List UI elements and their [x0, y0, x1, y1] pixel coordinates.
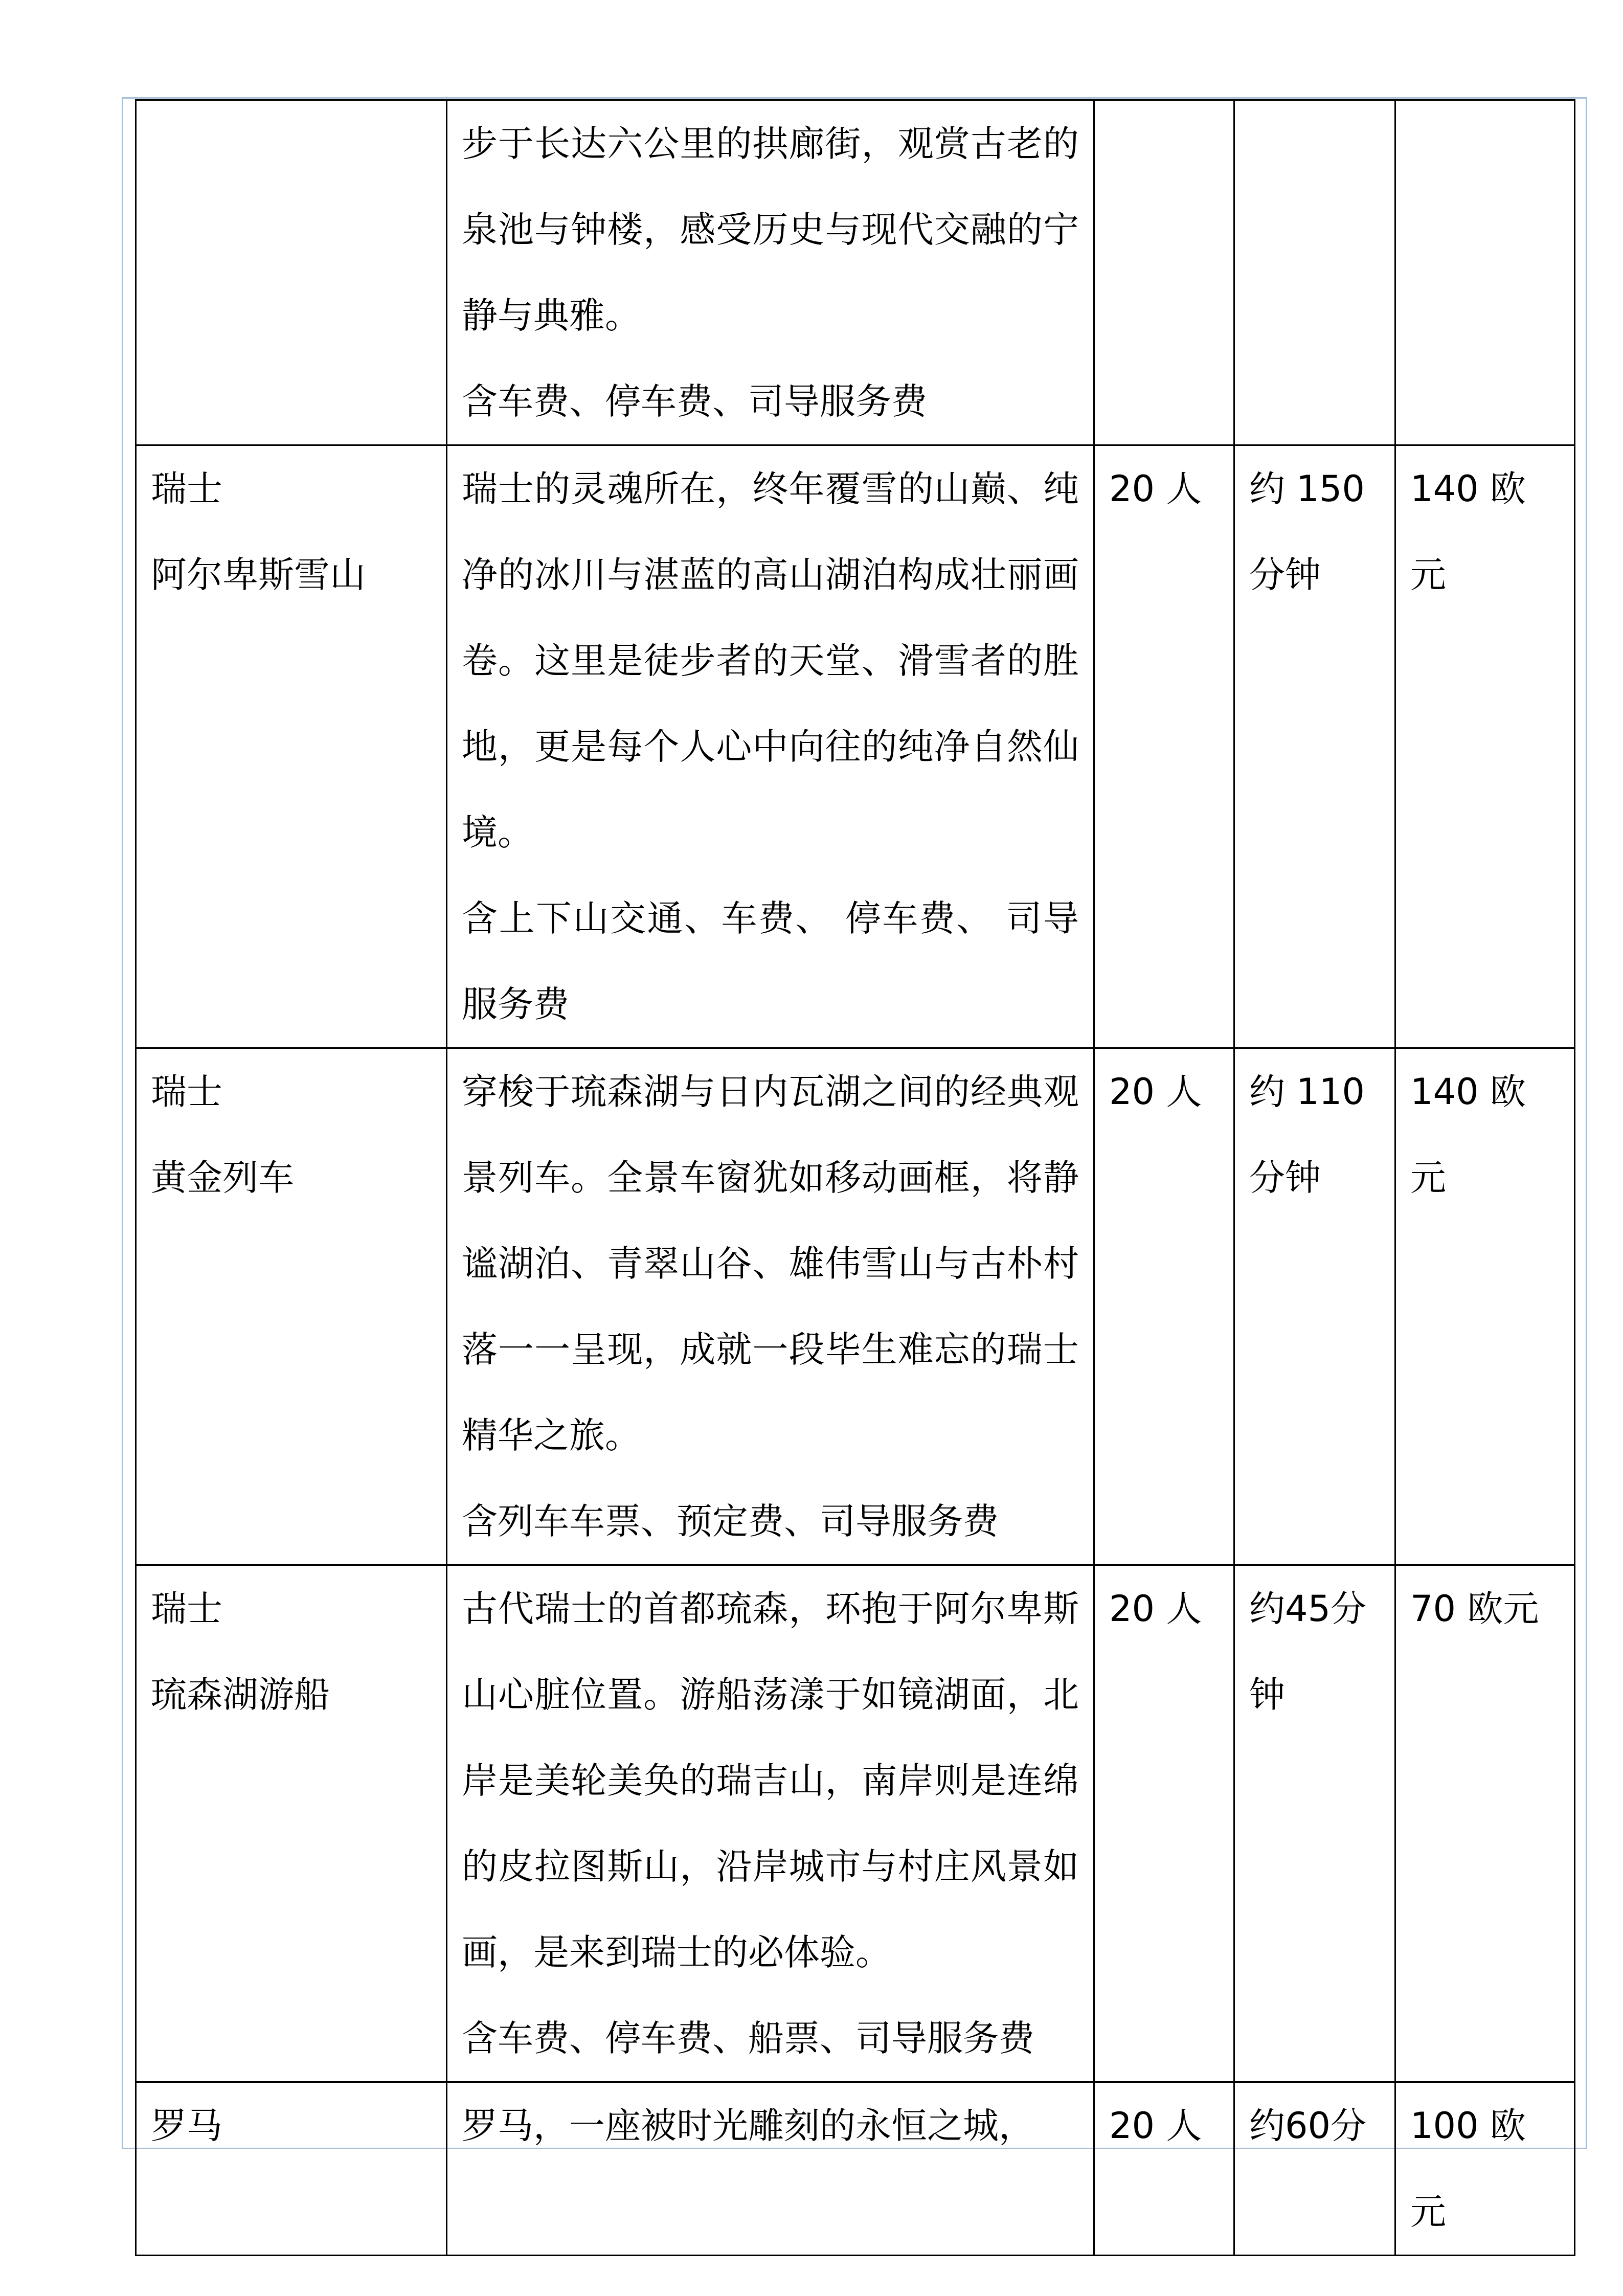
duration-cell: 约 110 分钟 — [1234, 1048, 1395, 1565]
table-row — [136, 1048, 1575, 1565]
price-cell: 140 欧元 — [1395, 445, 1575, 1048]
duration-cell: 约 150 分钟 — [1234, 445, 1395, 1048]
description-text: 古代瑞士的首都琉森，环抱于阿尔卑斯山心脏位置。游船荡漾于如镜湖面，北岸是美轮美奂的瑞吉山，南岸则是连绵的皮拉图斯山，沿岸城市与村庄风景如画，是来到瑞士的必体验。 — [462, 1588, 1079, 1973]
destination-cell — [136, 100, 447, 445]
table-row — [136, 100, 1575, 445]
table-row — [136, 445, 1575, 1048]
description-cell — [447, 1565, 1094, 2082]
price-cell: 140 欧元 — [1395, 1048, 1575, 1565]
group-size-cell — [1094, 100, 1234, 445]
duration-cell: 约45分钟 — [1234, 1565, 1395, 2082]
group-size-cell: 20 人 — [1094, 2082, 1234, 2256]
description-text: 瑞士的灵魂所在，终年覆雪的山巅、纯净的冰川与湛蓝的高山湖泊构成壮丽画卷。这里是徒步者的天堂、滑雪者的胜地，更是每个人心中向往的纯净自然仙境。 — [462, 468, 1079, 853]
group-size-cell: 20 人 — [1094, 1565, 1234, 2082]
includes-text: 含上下山交通、车费、 停车费、 司导服务费 — [462, 897, 1079, 1025]
destination-cell: 瑞士 黄金列车 — [136, 1048, 447, 1565]
group-size-cell: 20 人 — [1094, 1048, 1234, 1565]
price-cell: 100 欧元 — [1395, 2082, 1575, 2256]
table-row — [136, 2082, 1575, 2256]
description-text: 穿梭于琉森湖与日内瓦湖之间的经典观景列车。全景车窗犹如移动画框，将静谧湖泊、青翠山谷、雄伟雪山与古朴村落一一呈现，成就一段毕生难忘的瑞士精华之旅。 — [462, 1071, 1079, 1456]
table-row — [136, 1565, 1575, 2082]
description-cell — [447, 1048, 1094, 1565]
duration-cell — [1234, 100, 1395, 445]
group-size-cell: 20 人 — [1094, 445, 1234, 1048]
includes-text: 含车费、停车费、司导服务费 — [462, 380, 927, 422]
description-cell — [447, 445, 1094, 1048]
description-text: 罗马，一座被时光雕刻的永恒之城， — [462, 2105, 1034, 2147]
price-cell — [1395, 100, 1575, 445]
description-text: 步于长达六公里的拱廊街，观赏古老的泉池与钟楼，感受历史与现代交融的宁静与典雅。 — [462, 123, 1079, 336]
includes-text: 含列车车票、预定费、司导服务费 — [462, 1500, 999, 1542]
destination-cell: 瑞士 琉森湖游船 — [136, 1565, 447, 2082]
description-cell — [447, 2082, 1094, 2256]
destination-cell: 瑞士 阿尔卑斯雪山 — [136, 445, 447, 1048]
duration-cell: 约60分 — [1234, 2082, 1395, 2256]
description-cell — [447, 100, 1094, 445]
tour-price-table — [135, 99, 1575, 2256]
includes-text: 含车费、停车费、船票、司导服务费 — [462, 2017, 1034, 2059]
price-cell: 70 欧元 — [1395, 1565, 1575, 2082]
destination-cell: 罗马 — [136, 2082, 447, 2256]
